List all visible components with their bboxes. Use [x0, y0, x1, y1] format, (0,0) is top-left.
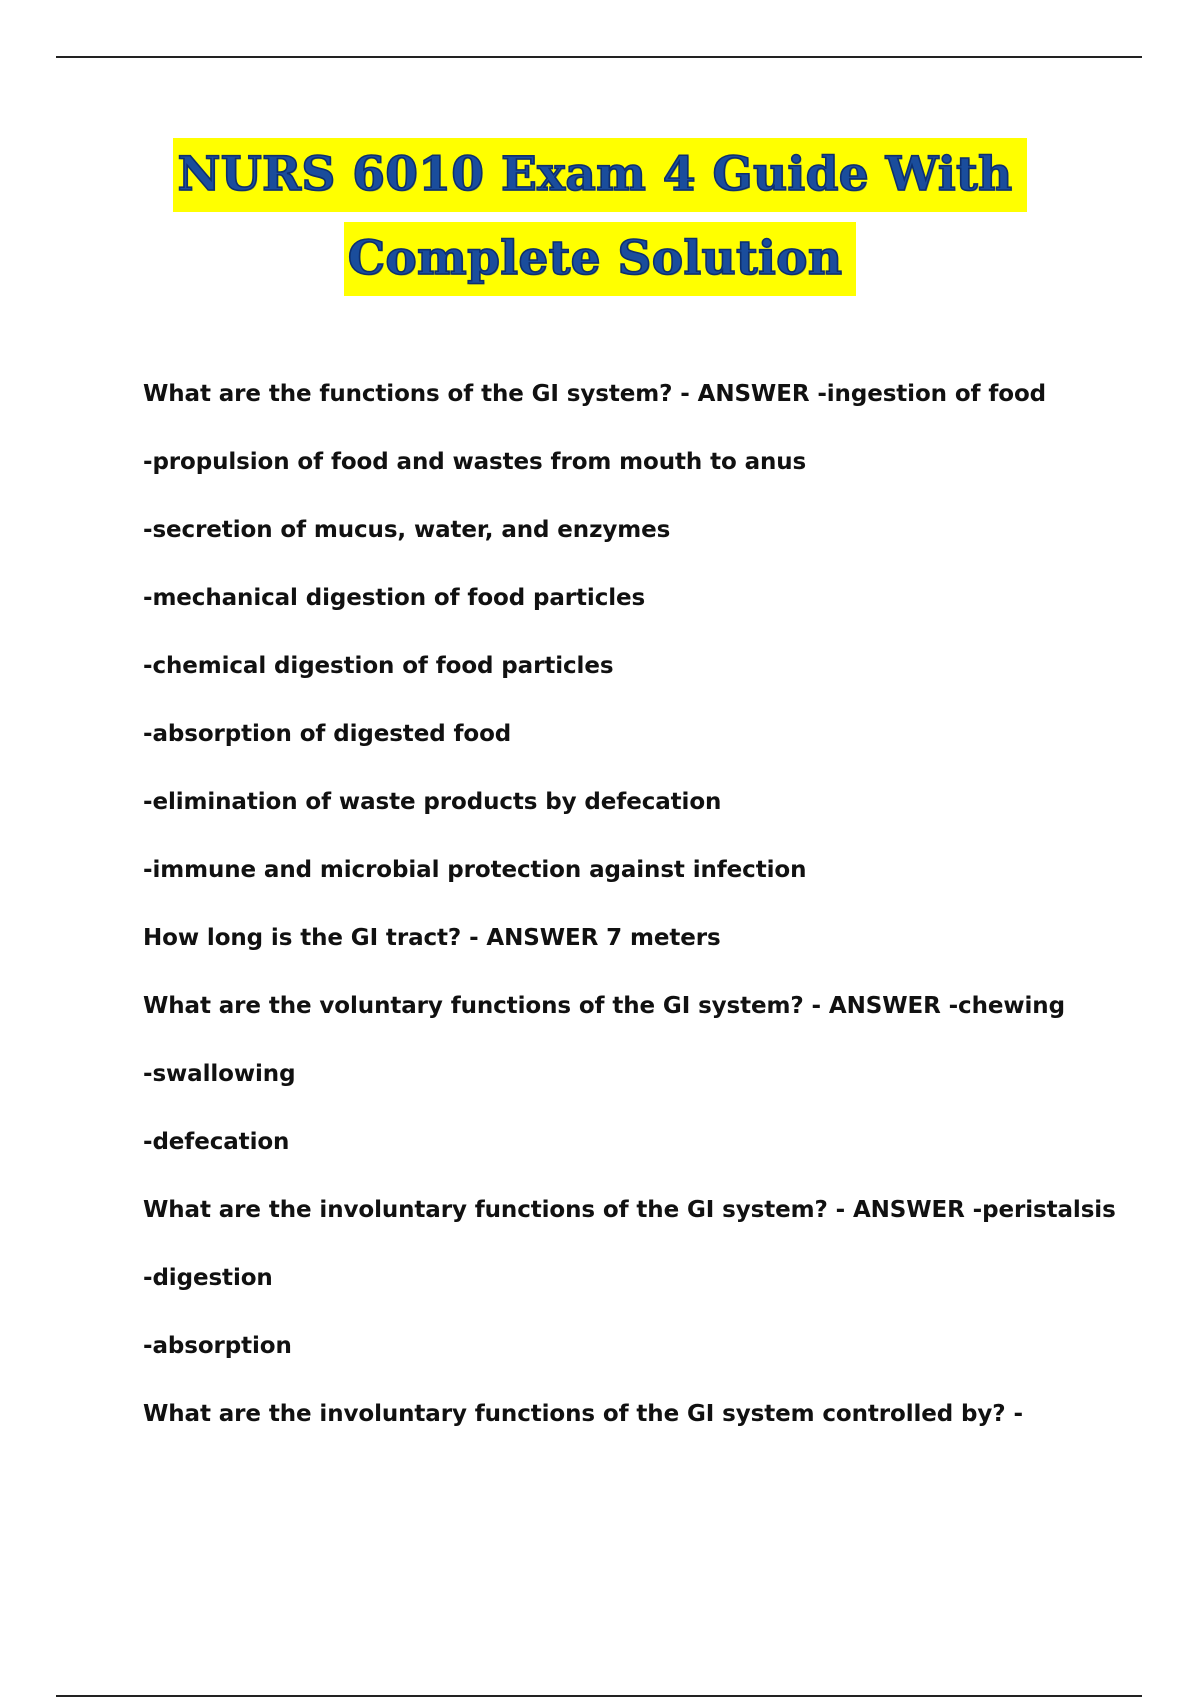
document-title [0, 138, 1200, 296]
answer-line: -secretion of mucus, water, and enzymes [143, 517, 671, 543]
answer-line: -elimination of waste products by defecation [143, 789, 722, 815]
question-line: What are the involuntary functions of the GI system controlled by? - [143, 1401, 1023, 1427]
bottom-divider [56, 1695, 1142, 1697]
answer-line: -digestion [143, 1265, 273, 1291]
answer-line: -swallowing [143, 1061, 296, 1087]
answer-line: -absorption of digested food [143, 721, 512, 747]
qa-content [143, 380, 1116, 1468]
answer-line: -immune and microbial protection against infection [143, 857, 807, 883]
title-line-2: Complete Solution [344, 222, 857, 296]
question-line: What are the involuntary functions of the GI system? - ANSWER -peristalsis [143, 1197, 1116, 1223]
question-line: What are the voluntary functions of the GI system? - ANSWER -chewing [143, 993, 1065, 1019]
question-line: What are the functions of the GI system? - ANSWER -ingestion of food [143, 381, 1047, 407]
answer-line: -defecation [143, 1129, 290, 1155]
title-line-1: NURS 6010 Exam 4 Guide With [173, 138, 1026, 212]
answer-line: -propulsion of food and wastes from mouth to anus [143, 449, 807, 475]
top-divider [56, 56, 1142, 58]
answer-line: -absorption [143, 1333, 292, 1359]
answer-line: -chemical digestion of food particles [143, 653, 614, 679]
answer-line: -mechanical digestion of food particles [143, 585, 646, 611]
question-line: How long is the GI tract? - ANSWER 7 meters [143, 925, 721, 951]
